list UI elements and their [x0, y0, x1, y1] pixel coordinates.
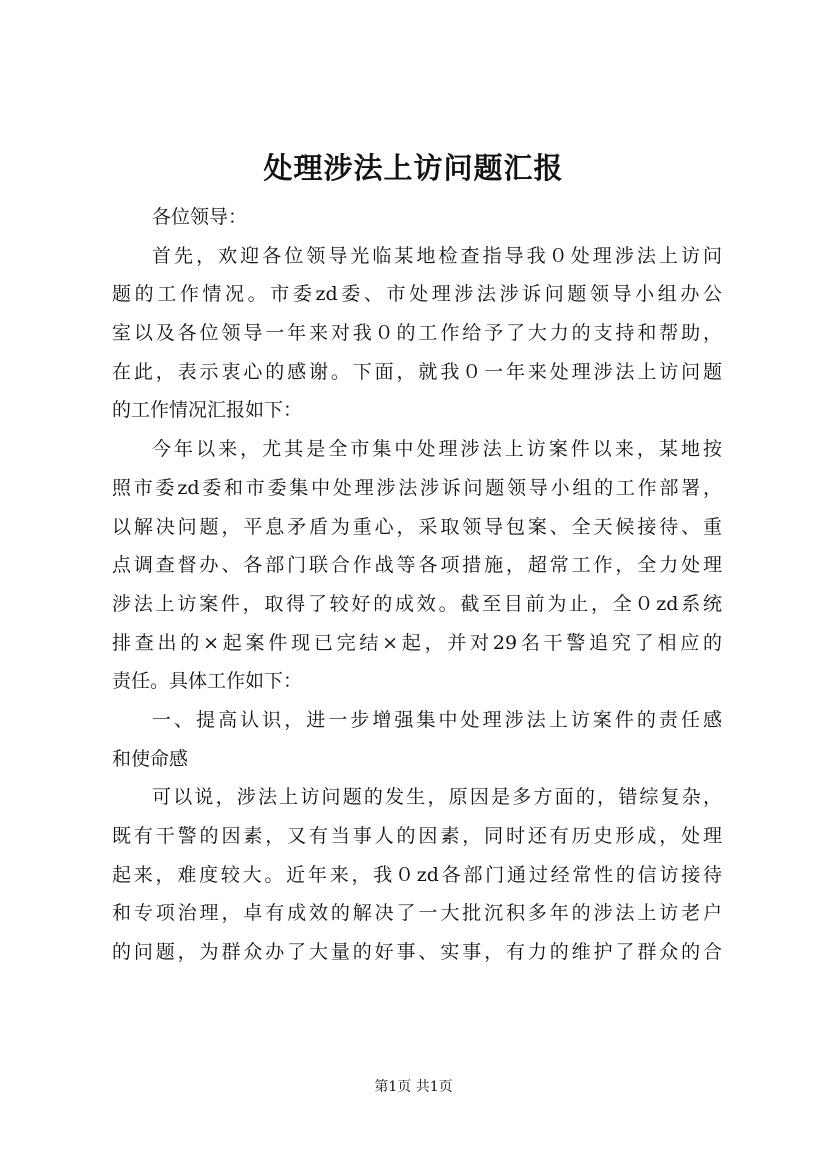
- section-heading-line: 和使命感: [112, 747, 189, 770]
- paragraph-line: 室以及各位领导一年来对我０的工作给予了大力的支持和帮助，: [112, 322, 722, 345]
- paragraph-line: 在此，表示衷心的感谢。下面，就我０一年来处理涉法上访问题: [112, 360, 722, 383]
- salutation-line: 各位领导：: [152, 206, 248, 228]
- paragraph-line: 的工作情况汇报如下：: [112, 399, 303, 422]
- paragraph-line: 首先，欢迎各位领导光临某地检查指导我０处理涉法上访问: [152, 244, 722, 267]
- paragraph-line: 起来，难度较大。近年来，我０zd各部门通过经常性的信访接待: [112, 863, 722, 886]
- paragraph-line: 点调查督办、各部门联合作战等各项措施，超常工作，全力处理: [112, 554, 722, 577]
- paragraph-line: 可以说，涉法上访问题的发生，原因是多方面的，错综复杂，: [152, 786, 722, 809]
- paragraph-line: 题的工作情况。市委zd委、市处理涉法涉诉问题领导小组办公: [112, 283, 722, 306]
- document-body: [112, 198, 722, 972]
- paragraph-line: 今年以来，尤其是全市集中处理涉法上访案件以来，某地按: [152, 438, 722, 461]
- paragraph-line: 和专项治理，卓有成效的解决了一大批沉积多年的涉法上访老户: [112, 902, 722, 925]
- section-heading-line: 一、提高认识，进一步增强集中处理涉法上访案件的责任感: [152, 708, 722, 731]
- paragraph-line: 涉法上访案件，取得了较好的成效。截至目前为止，全０zd系统: [112, 592, 722, 615]
- paragraph-line: 责任。具体工作如下：: [112, 670, 303, 693]
- paragraph-line: 照市委zd委和市委集中处理涉法涉诉问题领导小组的工作部署，: [112, 476, 722, 499]
- page-number-footer: 第1页 共1页: [374, 1079, 453, 1095]
- paragraph-line: 既有干警的因素，又有当事人的因素，同时还有历史形成，处理: [112, 825, 722, 847]
- paragraph-line: 以解决问题，平息矛盾为重心，采取领导包案、全天候接待、重: [112, 515, 722, 538]
- paragraph-line: 的问题，为群众办了大量的好事、实事，有力的维护了群众的合: [112, 941, 722, 964]
- paragraph-line: 排查出的×起案件现已完结×起，并对29名干警追究了相应的: [112, 631, 722, 654]
- document-title: 处理涉法上访问题汇报: [263, 151, 564, 185]
